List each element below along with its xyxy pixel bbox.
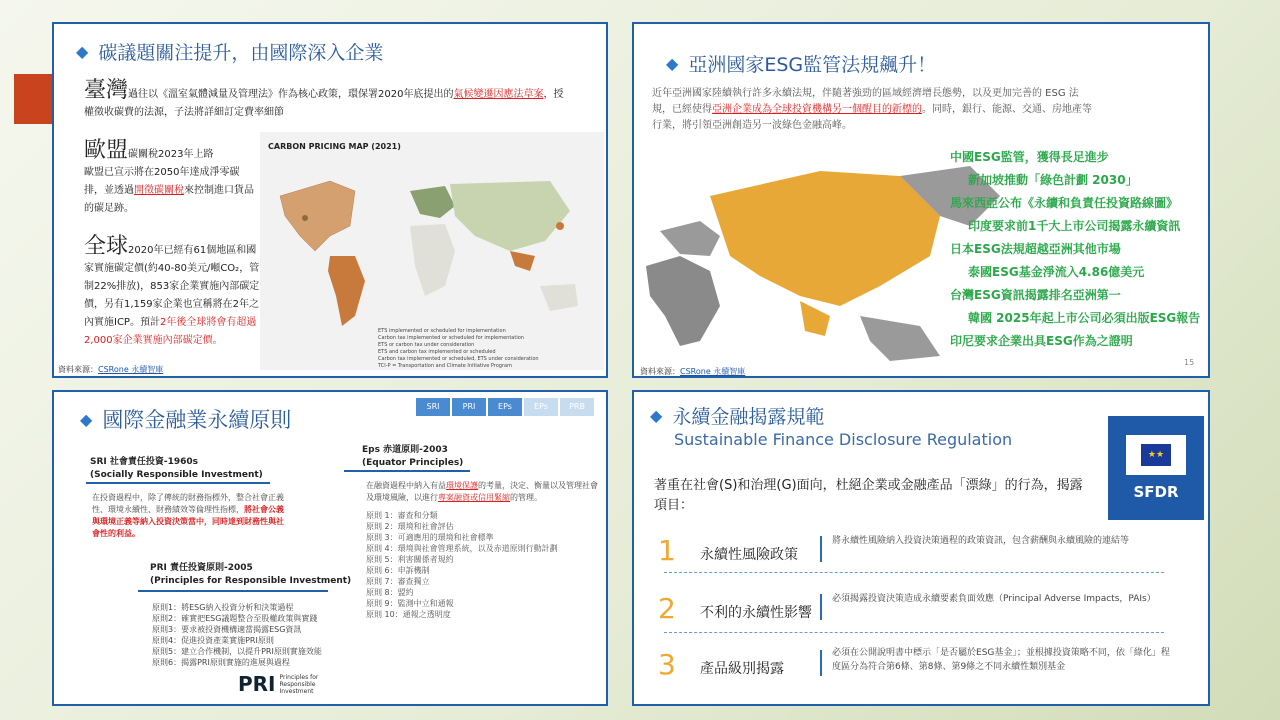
accent-block	[14, 74, 56, 124]
taiwan-block: 臺灣過往以《溫室氣體減量及管理法》作為核心政策，環保署2020年底提出的氣候變遷因應法草案，授權徵收碳費的法源，子法將詳細訂定費率細節	[84, 78, 564, 118]
panel-title: ◆ 碳議題關注提升，由國際深入企業	[76, 42, 384, 64]
global-block: 全球2020年已經有61個地區和國家實施碳定價(約40-80美元/噸CO₂，管制22%排放)，853家企業實施內部碳定價，另有1,159家企業也宣稱將在2年之內實施ICP。預計2年後全球將會有超過2,000家企業實施內部碳定價。	[84, 234, 260, 346]
pri-heading: PRI 責任投資原則-2005 (Principles for Responsible Investment)	[150, 563, 352, 586]
source-note: 資料來源：CSRone 永續智庫	[640, 367, 746, 376]
tab-bar	[416, 398, 594, 416]
panel-title: ◆ 國際金融業永續原則	[80, 408, 292, 432]
map-title: CARBON PRICING MAP (2021)	[268, 142, 401, 151]
panel-sfdr	[632, 390, 1210, 706]
eu-flag-icon: ★★	[1126, 435, 1186, 475]
source-link[interactable]: CSRone 永續智庫	[680, 367, 746, 376]
pri-rule	[138, 590, 328, 592]
panel-asia-esg	[632, 22, 1210, 378]
tab-prb[interactable]: PRB	[560, 398, 594, 416]
diamond-icon: ◆	[76, 42, 89, 61]
intro-text: 近年亞洲國家陸續執行許多永續法規，伴隨著強勁的區域經濟增長態勢，以及更加完善的 ESG 法規，已經使得亞洲企業成為全球投資機構另一個醒目的新標的。同時，銀行、能源、交通、房地產等行業，將引領亞洲創造另一波綠色金融高峰。	[652, 88, 1092, 131]
sri-heading: SRI 社會責任投資-1960s (Socially Responsible Investment)	[90, 457, 263, 480]
sfdr-description: 著重在社會(S)和治理(G)面向，杜絕企業或金融產品「漂綠」的行為，揭露項目：	[654, 478, 1083, 513]
divider	[664, 632, 1164, 633]
diamond-icon: ◆	[666, 54, 679, 73]
panel-subtitle: Sustainable Finance Disclosure Regulation	[674, 430, 1013, 449]
eps-heading: Eps 赤道原則-2003 (Equator Principles)	[362, 445, 464, 468]
divider	[664, 572, 1164, 573]
panel-carbon	[52, 22, 608, 378]
list-item: 2 不利的永續性影響 必須揭露投資決策造成永續要素負面效應（Principal Adverse Impacts，PAIs）	[658, 592, 1156, 625]
carbon-pricing-map	[260, 132, 604, 370]
source-link[interactable]: CSRone 永續智庫	[98, 365, 164, 374]
diamond-icon: ◆	[80, 409, 93, 429]
eu-block: 歐盟碳關稅2023年上路 歐盟已宣示將在2050年達成淨零碳排，並透過開徵碳關稅來控制進口貨品的碳足跡。	[84, 138, 254, 214]
tab-eps[interactable]: EPs	[488, 398, 522, 416]
sri-rule	[86, 482, 270, 484]
tab-pri[interactable]: PRI	[452, 398, 486, 416]
tab-sri[interactable]: SRI	[416, 398, 450, 416]
panel-principles	[52, 390, 608, 706]
panel-title: ◆ 亞洲國家ESG監管法規飆升！	[666, 54, 937, 76]
eps-text: 在融資過程中納入有益環境保護的考量，決定、衡量以及管理社會及環境風險，以進行專案融資或信用緊縮的管理。	[366, 481, 598, 502]
eps-rule	[344, 470, 470, 472]
country-list: 中國ESG監管，獲得長足進步 新加坡推動「綠色計劃 2030」 馬來西亞公布《永續和負責任投資路線圖》 印度要求前1千大上市公司揭露永續資訊 日本ESG法規超越亞洲其他市場 泰國ESG基金淨流入4.86億美元 台灣ESG資訊揭露排名亞洲第一 韓國 2025年起上市公司必須出版ESG報告 印尼要求企業出具ESG作為之證明	[950, 150, 1201, 348]
pri-logo: PRI Principles for Responsible Investment	[238, 672, 319, 696]
world-map-graphic	[260, 156, 604, 346]
list-item: 1 永續性風險政策 將永續性風險納入投資決策過程的政策資訊，包含薪酬與永續風險的連結等	[658, 534, 1130, 567]
panel-title: ◆ 永續金融揭露規範	[650, 406, 825, 428]
sfdr-badge: ★★ SFDR	[1108, 416, 1204, 520]
list-item: 3 產品級別揭露 必須在公開說明書中標示「是否屬於ESG基金」；並根據投資策略不同，依「綠化」程度區分為符合第6條、第8條、第9條之不同永續性類別基金	[658, 648, 1170, 681]
diamond-icon: ◆	[650, 406, 663, 425]
eps-list: 原則 1：審查和分類 原則 2：環境和社會評估 原則 3：可適應用的環境和社會標準 原則 4：環境與社會管理系統，以及赤道原則行動計劃 原則 5：利害關係者規約 原則 6：申訴機制 原則 7：審查獨立 原則 8：盟約 原則 9：監測中立和通報 原則 10：通報之透明度	[366, 511, 558, 619]
pri-list: 原則1：將ESG納入投資分析和決策過程 原則2：確實把ESG議題整合至股權政策與實踐 原則3：要求被投資機構適當揭露ESG資訊 原則4：促進投資產業實施PRI原則 原則5：建立合作機制，以提升PRI原則實施效能 原則6：揭露PRI原則實施的進展與過程	[152, 603, 322, 667]
tab-eps-2[interactable]: EPs	[524, 398, 558, 416]
sri-text: 在投資過程中，除了傳統的財務指標外，整合社會正義性、環境永續性、財務績效等倫理性指標，將社會公義與環境正義等納入投資決策當中，同時達到財務性與社會性的利益。	[92, 493, 284, 538]
page-number: 15	[1184, 358, 1195, 367]
source-note: 資料來源：CSRone 永續智庫	[58, 365, 164, 374]
map-legend: ETS implemented or scheduled for implementation Carbon tax implemented or scheduled for implementation ETS or carbon tax under consideration ETS and carbon tax implemented or scheduled Carbon tax implemented or scheduled, ETS under consideration TCI-P = Transportation and Climate Initiative Program	[378, 328, 539, 369]
